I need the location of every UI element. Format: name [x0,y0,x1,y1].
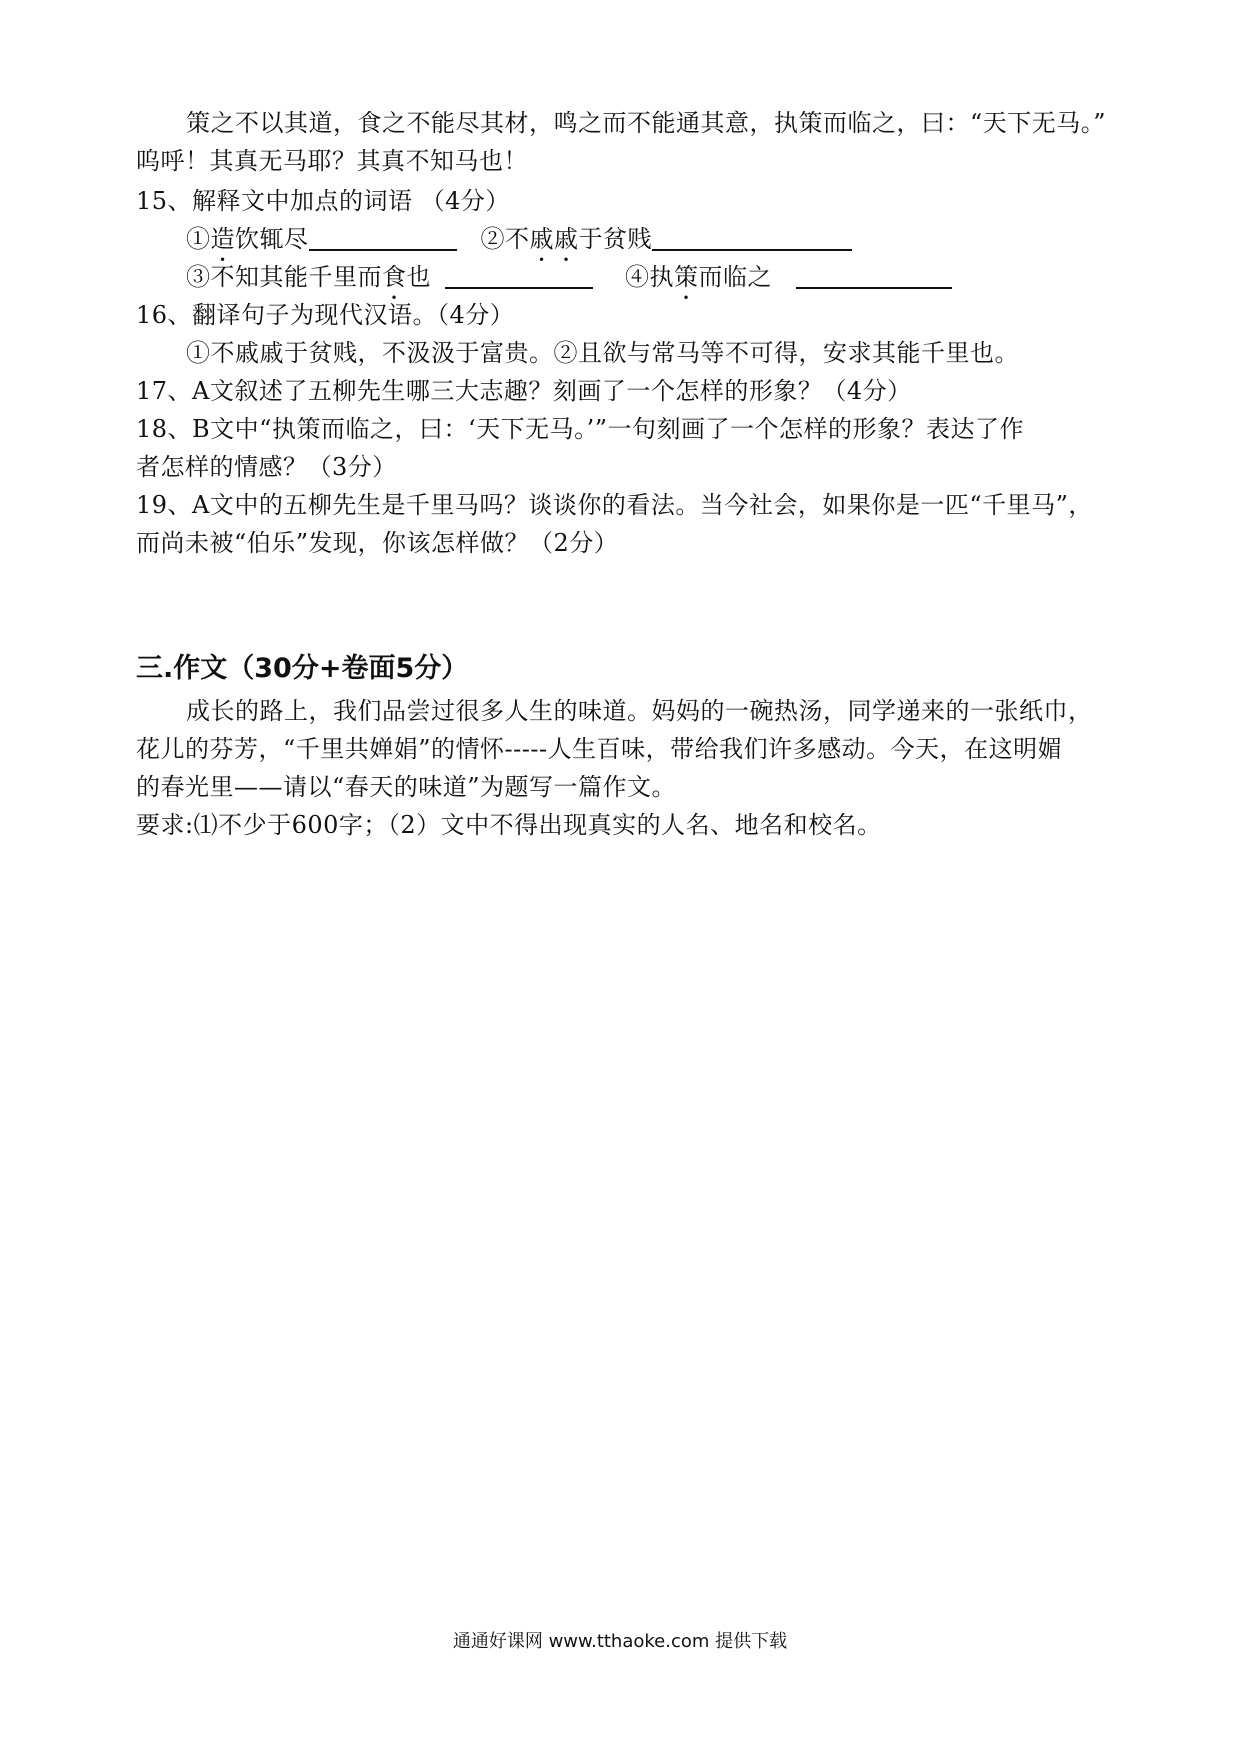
q15-item-3: ③不知其能千里而食也 [186,263,431,291]
passage-line-2: 呜呼！其真无马耶？其真不知马也！ [136,147,528,175]
essay-prompt-line-2: 花儿的芬芳，“千里共婵娟”的情怀-----人生百味，带给我们许多感动。今天，在这明媚 [136,735,1063,763]
question-18-line-1: 18、B文中“执策而临之，曰：‘天下无马。’”一句刻画了一个怎样的形象？表达了作 [136,415,1024,443]
question-15-stem: 15、解释文中加点的词语 （4分） [136,187,510,215]
answer-blank-3[interactable] [445,263,593,289]
answer-blank-1[interactable] [309,225,457,251]
essay-prompt-line-3: 的春光里——请以“春天的味道”为题写一篇作文。 [136,773,677,801]
question-16-sentences: ①不戚戚于贫贱，不汲汲于富贵。②且欲与常马等不可得，安求其能千里也。 [186,339,1019,367]
essay-prompt-line-1: 成长的路上，我们品尝过很多人生的味道。妈妈的一碗热汤，同学递来的一张纸巾， [186,697,1093,725]
passage-line-1: 策之不以其道，食之不能尽其材，鸣之而不能通其意，执策而临之，曰：“天下无马。” [186,109,1107,137]
question-15-row-1 [186,224,852,267]
question-19-line-1: 19、A文中的五柳先生是千里马吗？谈谈你的看法。当今社会，如果你是一匹“千里马”， [136,491,1093,519]
essay-requirements: 要求:⑴不少于600字；（2）文中不得出现真实的人名、地名和校名。 [136,811,882,839]
question-16-stem: 16、翻译句子为现代汉语。（4分） [136,301,515,329]
q15-item-4: ④执策而临之 [625,263,772,291]
q15-item-2: ②不戚戚于贫贱 [480,225,652,253]
q15-item-1: ①造饮辄尽 [186,225,309,253]
question-18-line-2: 者怎样的情感？（3分） [136,453,397,481]
answer-blank-2[interactable] [652,225,852,251]
question-17-stem: 17、A文叙述了五柳先生哪三大志趣？刻画了一个怎样的形象？（4分） [136,377,912,405]
question-15-row-2 [186,262,952,305]
page-footer: 通通好课网 www.tthaoke.com 提供下载 [452,1631,788,1652]
section-3-heading: 三.作文（30分+卷面5分） [136,653,469,684]
answer-blank-4[interactable] [796,263,952,289]
question-19-line-2: 而尚未被“伯乐”发现，你该怎样做？（2分） [136,529,619,557]
